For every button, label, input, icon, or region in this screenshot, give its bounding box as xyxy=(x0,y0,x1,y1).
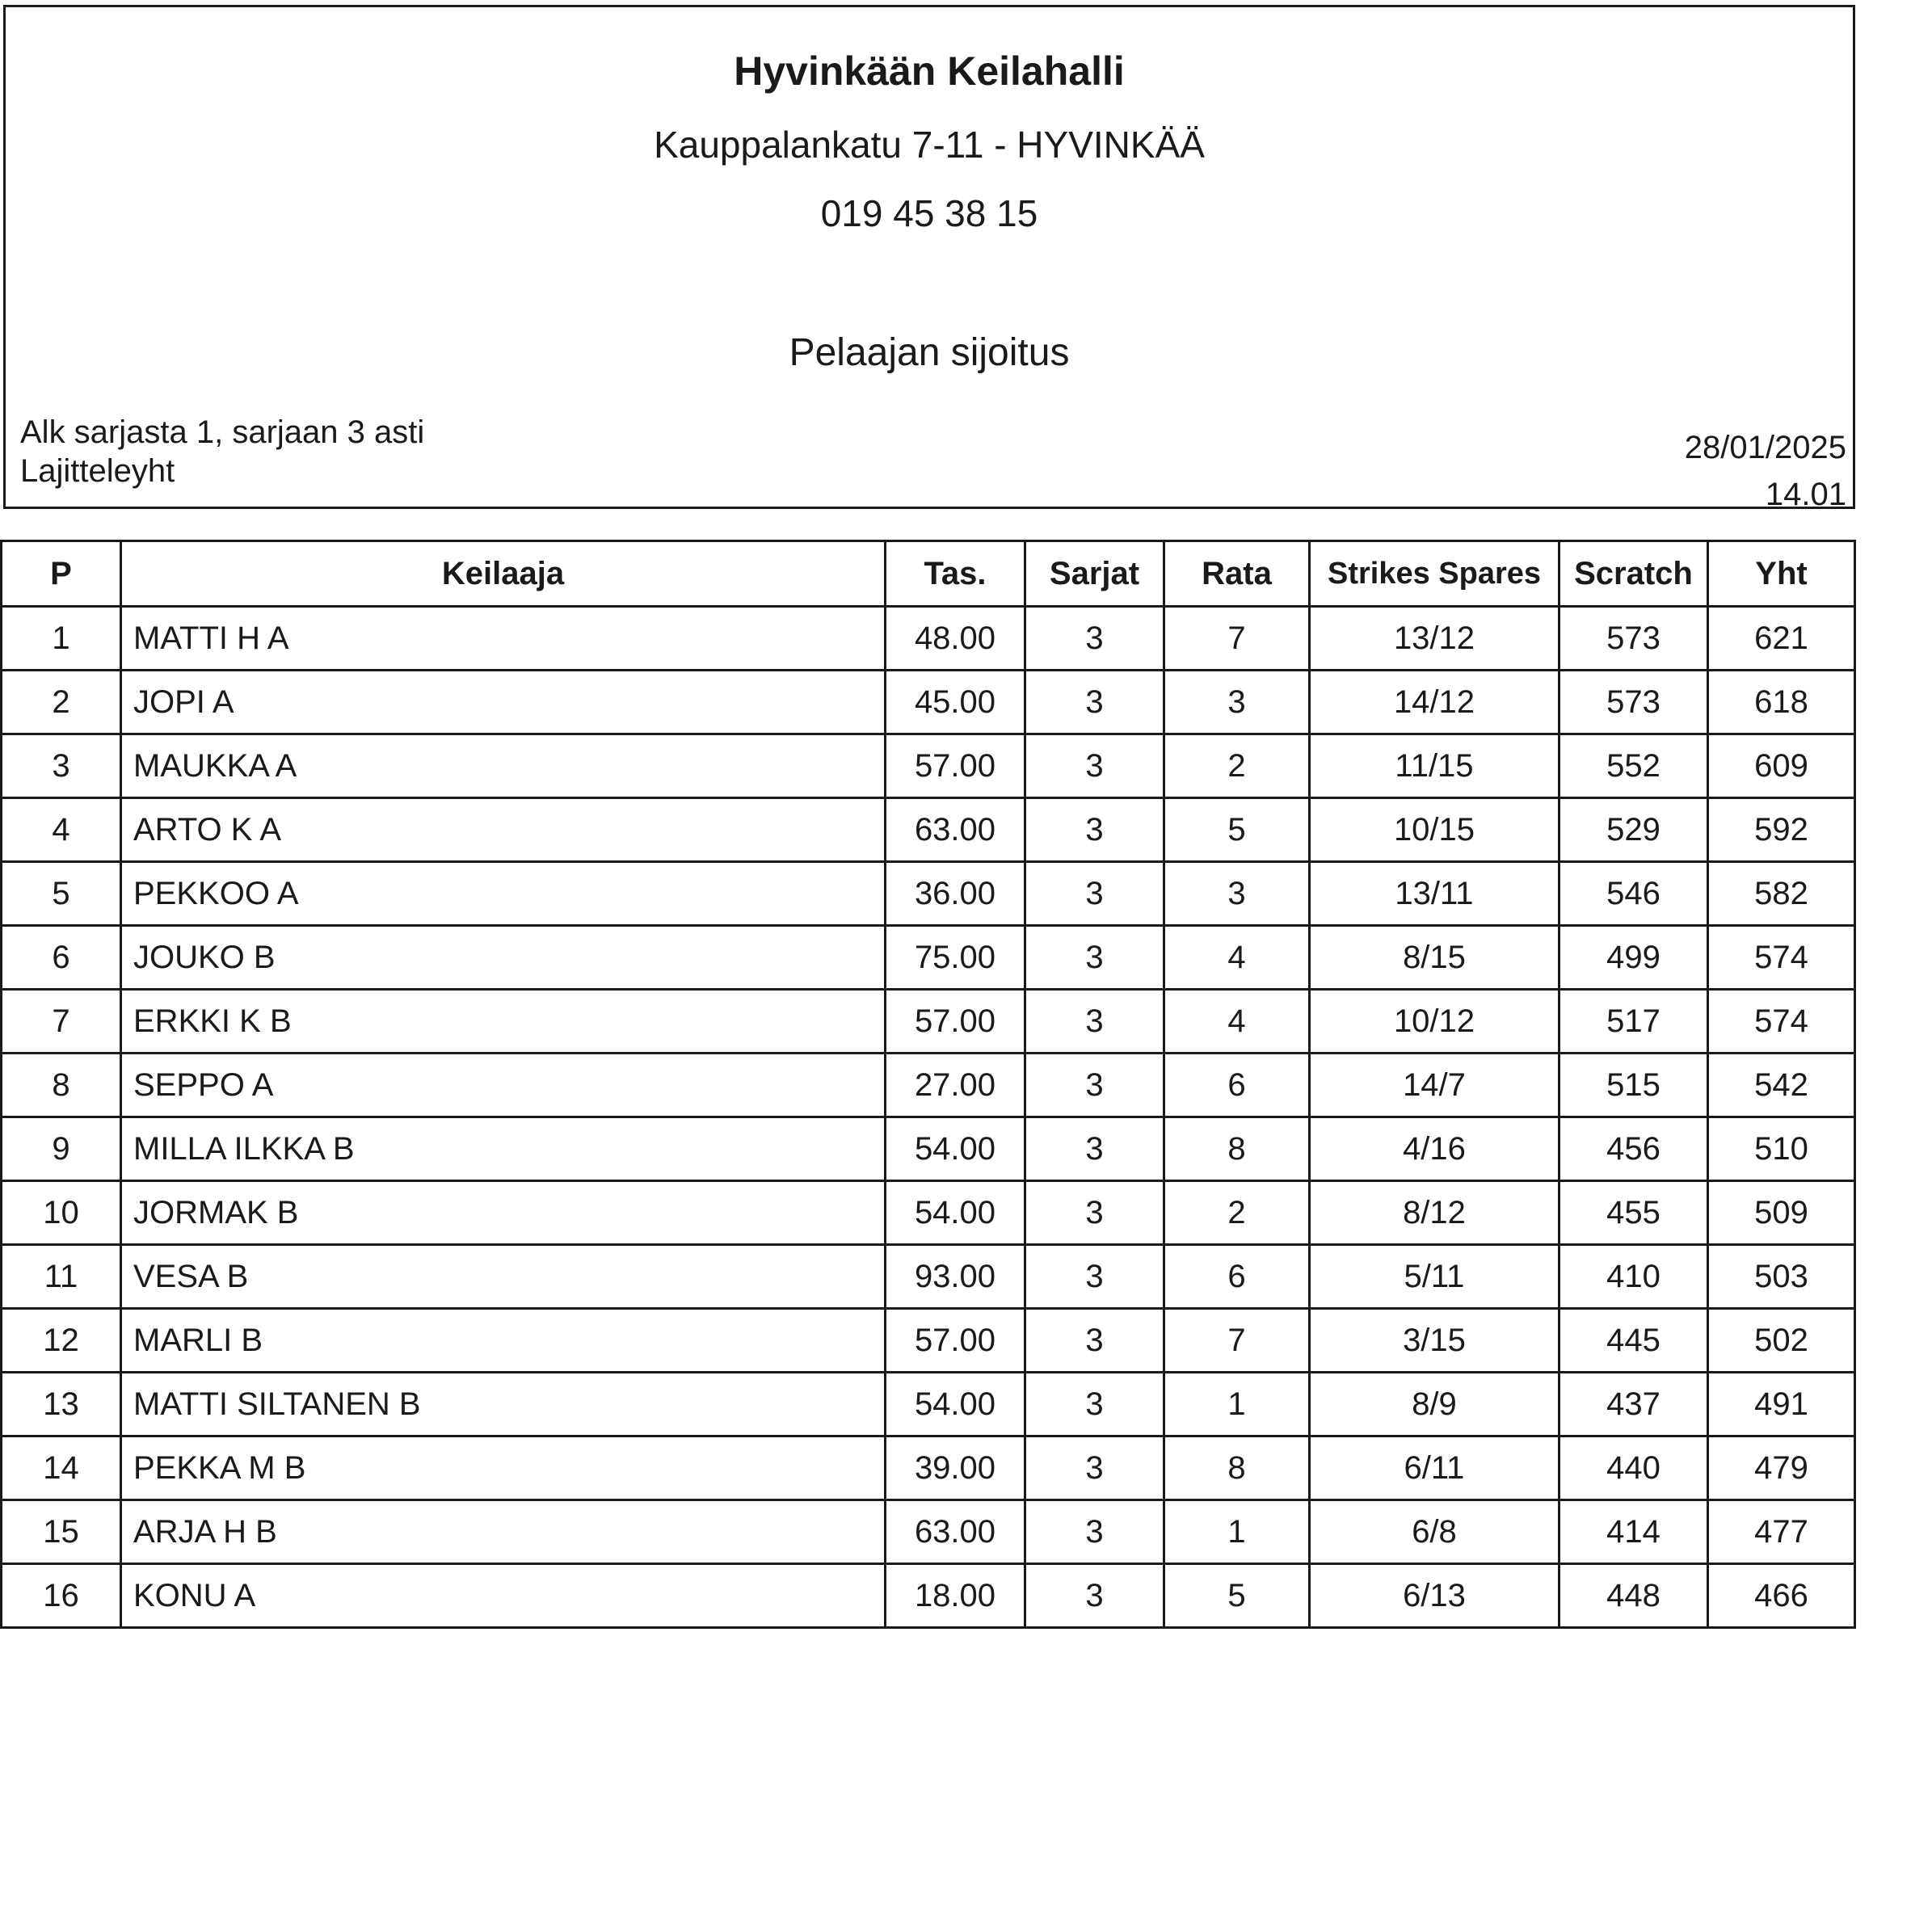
lane-cell: 3 xyxy=(1164,862,1310,926)
bowler-name-cell: KONU A xyxy=(121,1564,886,1628)
position-cell: 5 xyxy=(2,862,121,926)
bowler-name-cell: MATTI H A xyxy=(121,607,886,671)
bowler-name-cell: JORMAK B xyxy=(121,1181,886,1245)
scratch-cell: 515 xyxy=(1559,1054,1708,1117)
total-cell: 510 xyxy=(1708,1117,1855,1181)
strikes-spares-cell: 8/12 xyxy=(1310,1181,1559,1245)
table-header-row xyxy=(2,541,1855,607)
total-cell: 479 xyxy=(1708,1436,1855,1500)
table-row xyxy=(2,1500,1855,1564)
position-cell: 1 xyxy=(2,607,121,671)
total-cell: 491 xyxy=(1708,1373,1855,1436)
venue-address: Kauppalankatu 7-11 - HYVINKÄÄ xyxy=(654,124,1205,166)
scratch-cell: 499 xyxy=(1559,926,1708,990)
bowler-name-cell: MILLA ILKKA B xyxy=(121,1117,886,1181)
bowler-name-cell: ERKKI K B xyxy=(121,990,886,1054)
games-cell: 3 xyxy=(1025,862,1164,926)
lane-cell: 5 xyxy=(1164,798,1310,862)
scratch-cell: 546 xyxy=(1559,862,1708,926)
total-cell: 542 xyxy=(1708,1054,1855,1117)
position-cell: 12 xyxy=(2,1309,121,1373)
strikes-spares-cell: 11/15 xyxy=(1310,734,1559,798)
venue-phone: 019 45 38 15 xyxy=(820,192,1038,234)
strikes-spares-cell: 5/11 xyxy=(1310,1245,1559,1309)
handicap-cell: 45.00 xyxy=(886,671,1025,734)
games-cell: 3 xyxy=(1025,1373,1164,1436)
bowler-name-cell: MATTI SILTANEN B xyxy=(121,1373,886,1436)
lane-cell: 3 xyxy=(1164,671,1310,734)
lane-cell: 8 xyxy=(1164,1436,1310,1500)
column-header-handicap: Tas. xyxy=(886,541,1025,607)
table-row xyxy=(2,926,1855,990)
strikes-spares-cell: 6/13 xyxy=(1310,1564,1559,1628)
scratch-cell: 456 xyxy=(1559,1117,1708,1181)
scratch-cell: 414 xyxy=(1559,1500,1708,1564)
scratch-cell: 440 xyxy=(1559,1436,1708,1500)
bowler-name-cell: MARLI B xyxy=(121,1309,886,1373)
report-timestamp xyxy=(1685,424,1846,518)
handicap-cell: 63.00 xyxy=(886,798,1025,862)
column-header-bowler: Keilaaja xyxy=(121,541,886,607)
scratch-cell: 410 xyxy=(1559,1245,1708,1309)
total-cell: 621 xyxy=(1708,607,1855,671)
bowler-name-cell: ARJA H B xyxy=(121,1500,886,1564)
strikes-spares-cell: 14/12 xyxy=(1310,671,1559,734)
strikes-spares-cell: 13/11 xyxy=(1310,862,1559,926)
venue-name: Hyvinkään Keilahalli xyxy=(734,48,1125,94)
games-cell: 3 xyxy=(1025,607,1164,671)
total-cell: 592 xyxy=(1708,798,1855,862)
lane-cell: 6 xyxy=(1164,1245,1310,1309)
column-header-games: Sarjat xyxy=(1025,541,1164,607)
table-row xyxy=(2,1054,1855,1117)
scratch-cell: 573 xyxy=(1559,671,1708,734)
handicap-cell: 18.00 xyxy=(886,1564,1025,1628)
total-cell: 609 xyxy=(1708,734,1855,798)
lane-cell: 8 xyxy=(1164,1117,1310,1181)
games-cell: 3 xyxy=(1025,990,1164,1054)
lane-cell: 1 xyxy=(1164,1500,1310,1564)
games-cell: 3 xyxy=(1025,1564,1164,1628)
handicap-cell: 54.00 xyxy=(886,1373,1025,1436)
position-cell: 15 xyxy=(2,1500,121,1564)
position-cell: 3 xyxy=(2,734,121,798)
handicap-cell: 54.00 xyxy=(886,1117,1025,1181)
bowler-name-cell: VESA B xyxy=(121,1245,886,1309)
standings-table xyxy=(0,540,1856,1629)
strikes-spares-cell: 3/15 xyxy=(1310,1309,1559,1373)
bowler-name-cell: JOUKO B xyxy=(121,926,886,990)
scratch-cell: 552 xyxy=(1559,734,1708,798)
games-cell: 3 xyxy=(1025,1500,1164,1564)
handicap-cell: 39.00 xyxy=(886,1436,1025,1500)
table-row xyxy=(2,671,1855,734)
table-row xyxy=(2,1436,1855,1500)
position-cell: 13 xyxy=(2,1373,121,1436)
lane-cell: 4 xyxy=(1164,990,1310,1054)
lane-cell: 4 xyxy=(1164,926,1310,990)
scratch-cell: 437 xyxy=(1559,1373,1708,1436)
table-row xyxy=(2,1181,1855,1245)
handicap-cell: 48.00 xyxy=(886,607,1025,671)
strikes-spares-cell: 4/16 xyxy=(1310,1117,1559,1181)
position-cell: 14 xyxy=(2,1436,121,1500)
games-cell: 3 xyxy=(1025,926,1164,990)
table-row xyxy=(2,607,1855,671)
strikes-spares-cell: 10/15 xyxy=(1310,798,1559,862)
total-cell: 618 xyxy=(1708,671,1855,734)
handicap-cell: 57.00 xyxy=(886,990,1025,1054)
lane-cell: 7 xyxy=(1164,607,1310,671)
strikes-spares-cell: 14/7 xyxy=(1310,1054,1559,1117)
games-cell: 3 xyxy=(1025,1117,1164,1181)
column-header-scratch: Scratch xyxy=(1559,541,1708,607)
column-header-lane: Rata xyxy=(1164,541,1310,607)
bowler-name-cell: ARTO K A xyxy=(121,798,886,862)
handicap-cell: 57.00 xyxy=(886,734,1025,798)
report-title: Pelaajan sijoitus xyxy=(789,331,1070,374)
bowler-name-cell: PEKKA M B xyxy=(121,1436,886,1500)
table-row xyxy=(2,1373,1855,1436)
report-parameters xyxy=(20,413,424,490)
scratch-cell: 455 xyxy=(1559,1181,1708,1245)
report-header xyxy=(3,5,1855,512)
bowler-name-cell: SEPPO A xyxy=(121,1054,886,1117)
bowler-name-cell: MAUKKA A xyxy=(121,734,886,798)
handicap-cell: 54.00 xyxy=(886,1181,1025,1245)
table-row xyxy=(2,1117,1855,1181)
column-header-position: P xyxy=(2,541,121,607)
scratch-cell: 573 xyxy=(1559,607,1708,671)
handicap-cell: 36.00 xyxy=(886,862,1025,926)
table-row xyxy=(2,1564,1855,1628)
standings-rows xyxy=(2,607,1855,1628)
scratch-cell: 445 xyxy=(1559,1309,1708,1373)
table-row xyxy=(2,990,1855,1054)
games-cell: 3 xyxy=(1025,1054,1164,1117)
strikes-spares-cell: 8/9 xyxy=(1310,1373,1559,1436)
total-cell: 574 xyxy=(1708,926,1855,990)
lane-cell: 7 xyxy=(1164,1309,1310,1373)
games-cell: 3 xyxy=(1025,671,1164,734)
total-cell: 574 xyxy=(1708,990,1855,1054)
strikes-spares-cell: 13/12 xyxy=(1310,607,1559,671)
handicap-cell: 75.00 xyxy=(886,926,1025,990)
handicap-cell: 27.00 xyxy=(886,1054,1025,1117)
position-cell: 8 xyxy=(2,1054,121,1117)
strikes-spares-cell: 6/8 xyxy=(1310,1500,1559,1564)
position-cell: 10 xyxy=(2,1181,121,1245)
games-cell: 3 xyxy=(1025,734,1164,798)
lane-cell: 5 xyxy=(1164,1564,1310,1628)
position-cell: 9 xyxy=(2,1117,121,1181)
position-cell: 2 xyxy=(2,671,121,734)
total-cell: 503 xyxy=(1708,1245,1855,1309)
lane-cell: 1 xyxy=(1164,1373,1310,1436)
position-cell: 7 xyxy=(2,990,121,1054)
strikes-spares-cell: 6/11 xyxy=(1310,1436,1559,1500)
table-row xyxy=(2,734,1855,798)
column-header-total: Yht xyxy=(1708,541,1855,607)
column-header-strikes-spares: Strikes Spares xyxy=(1310,541,1559,607)
games-cell: 3 xyxy=(1025,798,1164,862)
report-date: 28/01/2025 xyxy=(1684,430,1846,465)
lane-cell: 6 xyxy=(1164,1054,1310,1117)
games-cell: 3 xyxy=(1025,1181,1164,1245)
total-cell: 466 xyxy=(1708,1564,1855,1628)
position-cell: 4 xyxy=(2,798,121,862)
total-cell: 502 xyxy=(1708,1309,1855,1373)
sort-order: Lajitteleyht xyxy=(20,453,175,489)
bowler-name-cell: PEKKOO A xyxy=(121,862,886,926)
table-row xyxy=(2,862,1855,926)
strikes-spares-cell: 8/15 xyxy=(1310,926,1559,990)
series-range: Alk sarjasta 1, sarjaan 3 asti xyxy=(20,414,425,450)
total-cell: 477 xyxy=(1708,1500,1855,1564)
position-cell: 6 xyxy=(2,926,121,990)
total-cell: 582 xyxy=(1708,862,1855,926)
report-time: 14.01 xyxy=(1765,477,1846,512)
games-cell: 3 xyxy=(1025,1245,1164,1309)
strikes-spares-cell: 10/12 xyxy=(1310,990,1559,1054)
handicap-cell: 63.00 xyxy=(886,1500,1025,1564)
position-cell: 11 xyxy=(2,1245,121,1309)
total-cell: 509 xyxy=(1708,1181,1855,1245)
table-row xyxy=(2,1309,1855,1373)
games-cell: 3 xyxy=(1025,1309,1164,1373)
table-row xyxy=(2,1245,1855,1309)
scratch-cell: 517 xyxy=(1559,990,1708,1054)
position-cell: 16 xyxy=(2,1564,121,1628)
scratch-cell: 448 xyxy=(1559,1564,1708,1628)
games-cell: 3 xyxy=(1025,1436,1164,1500)
lane-cell: 2 xyxy=(1164,1181,1310,1245)
scratch-cell: 529 xyxy=(1559,798,1708,862)
handicap-cell: 93.00 xyxy=(886,1245,1025,1309)
lane-cell: 2 xyxy=(1164,734,1310,798)
bowler-name-cell: JOPI A xyxy=(121,671,886,734)
table-row xyxy=(2,798,1855,862)
handicap-cell: 57.00 xyxy=(886,1309,1025,1373)
